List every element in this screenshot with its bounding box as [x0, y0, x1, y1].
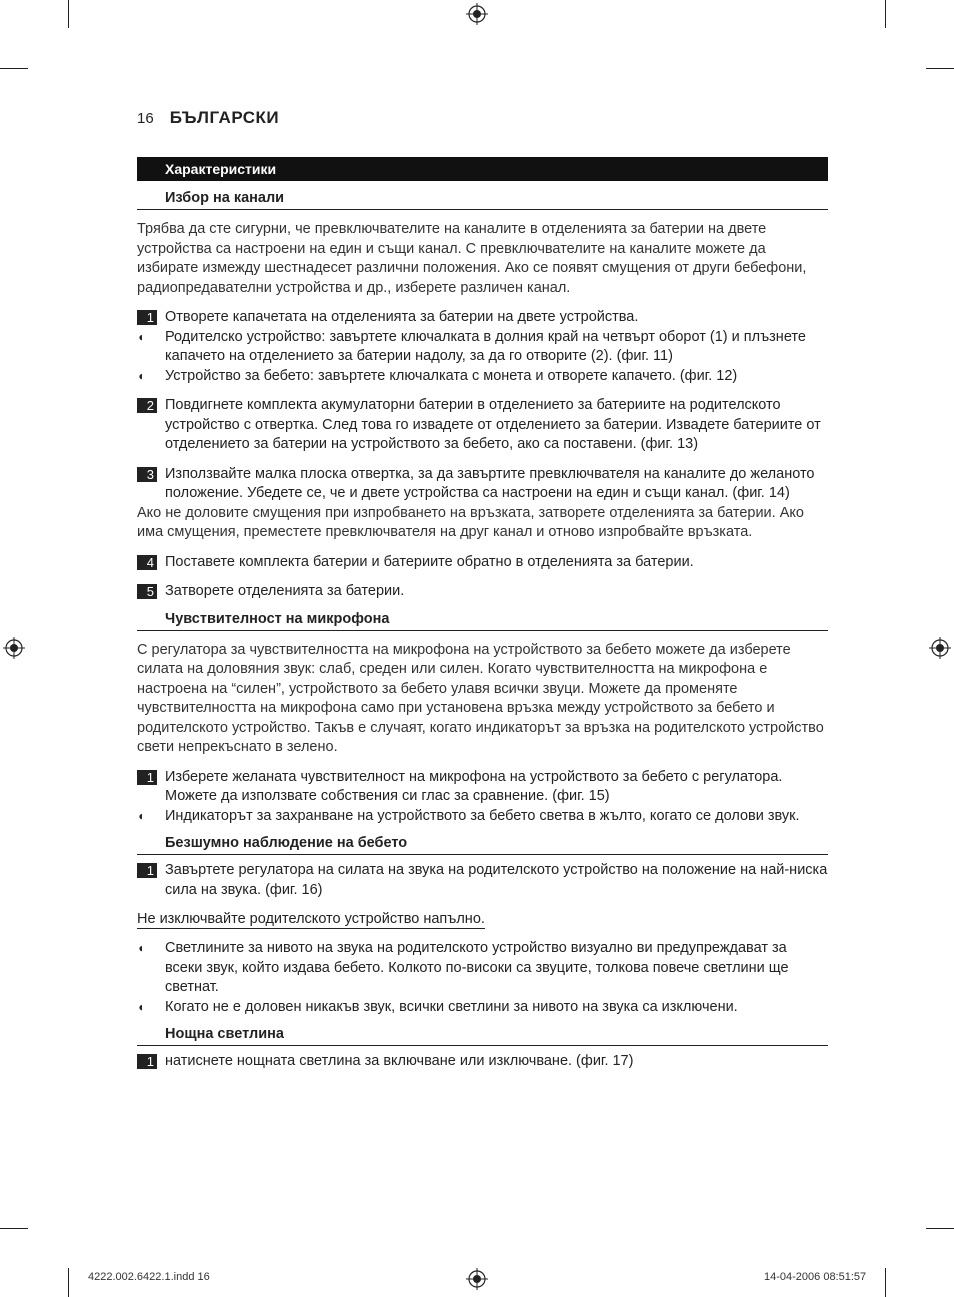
warning-text: Не изключвайте родителското устройство напълно. — [137, 911, 485, 927]
crop-mark — [68, 0, 69, 28]
subsection-title-mic: Чувствителност на микрофона — [137, 610, 828, 631]
step-item — [137, 582, 828, 602]
registration-mark-icon — [466, 1268, 488, 1290]
page-number: 16 — [137, 110, 154, 127]
step-item — [137, 861, 828, 900]
triangle-bullet-icon: ◖ — [137, 941, 145, 955]
step-text: Използвайте малка плоска отвертка, за да завъртите превключвателя на каналите до желаното положение. Убедете се, че и двете устройства са настроени на един и същи канал. (фиг. 14) — [165, 465, 815, 501]
footer-file: 4222.002.6422.1.indd 16 — [88, 1271, 210, 1283]
registration-mark-icon — [466, 3, 488, 25]
triangle-bullet-icon: ◖ — [137, 329, 145, 344]
paragraph: С регулатора за чувствителността на микрофона на устройството за бебето можете да изберете силата на доловяния звук: слаб, среден или силен. Когато чувствителността на микрофона е настроена на “силен”, устройството за бебето улавя всички звуци. Можете да променяте чувствителността на микрофона само при установена връзка между устройството за бебето и родителското устройство. Такъв е случаят, когато индикаторът за връзка на родителското устройство свети непрекъснато в зелено. — [137, 641, 824, 755]
triangle-bullet-icon: ◖ — [137, 999, 145, 1014]
crop-mark — [926, 68, 954, 69]
bullet-item — [137, 328, 828, 367]
step-item — [137, 768, 828, 807]
bullet-item — [137, 939, 828, 998]
step-number: 1 — [137, 863, 157, 878]
registration-mark-icon — [929, 637, 951, 659]
bullet-item — [137, 807, 828, 827]
bullet-text: Когато не е доловен никакъв звук, всички светлини за нивото на звука са изключени. — [165, 998, 738, 1015]
bullet-text: Индикаторът за захранване на устройството за бебето светва в жълто, когато се долови звук. — [165, 807, 800, 824]
subsection-title-channels: Избор на канали — [137, 189, 828, 210]
section-title: Характеристики — [137, 157, 828, 181]
footer-date: 14-04-2006 08:51:57 — [764, 1271, 867, 1283]
step-item — [137, 553, 828, 573]
subsection-title-night: Нощна светлина — [137, 1025, 828, 1046]
bullet-item — [137, 367, 828, 387]
crop-mark — [885, 1268, 886, 1297]
language-title: БЪЛГАРСКИ — [169, 108, 280, 127]
subsection-title-silent: Безшумно наблюдение на бебето — [137, 834, 828, 855]
crop-mark — [0, 68, 28, 69]
step-text: Поставете комплекта батерии и батериите обратно в отделенията за батерии. — [165, 553, 694, 570]
crop-mark — [0, 1228, 28, 1229]
bullet-item — [137, 998, 828, 1018]
page-content — [137, 157, 828, 1072]
triangle-bullet-icon: ◖ — [137, 368, 145, 383]
step-item — [137, 396, 828, 455]
crop-mark — [885, 0, 886, 28]
registration-mark-icon — [3, 637, 25, 659]
bullet-text: Светлините за нивото на звука на родителското устройство визуално ви предупреждават за всеки звук, който издава бебето. Колкото по-високи са звуците, толкова повече светлини ще светнат. — [165, 940, 789, 995]
step-number: 4 — [137, 555, 157, 570]
paragraph: Трябва да сте сигурни, че превключвателите на каналите в отделенията за батерии на двете устройства са настроени на един и същи канал. С превключвателите на каналите можете да избирате измежду шестнадесет различни положения. Ако се появят смущения от други бебефони, радиопредавателни устройства и др., изберете различен канал. — [137, 221, 807, 296]
bullet-text: Родителско устройство: завъртете ключалката в долния край на четвърт оборот (1) и плъзнете капачето на отделението за батерии надолу, за да го отворите (2). (фиг. 11) — [165, 328, 806, 364]
step-number: 3 — [137, 467, 157, 482]
step-number: 2 — [137, 398, 157, 413]
crop-mark — [68, 1268, 69, 1297]
step-number: 1 — [137, 310, 157, 325]
step-number: 5 — [137, 584, 157, 599]
note-paragraph: Ако не доловите смущения при изпробването на връзката, затворете отделенията за батерии. Ако има смущения, преместете превключвателя на друг канал и отново изпробвайте връзката. — [137, 504, 804, 540]
step-number: 1 — [137, 1054, 157, 1069]
step-text: Изберете желаната чувствителност на микрофона на устройството за бебето с регулатора. Можете да използвате собствения си глас за сравнение. (фиг. 15) — [165, 768, 783, 804]
crop-mark — [926, 1228, 954, 1229]
step-item — [137, 308, 828, 328]
page-header — [137, 108, 279, 128]
bullet-text: Устройство за бебето: завъртете ключалката с монета и отворете капачето. (фиг. 12) — [165, 367, 738, 384]
step-item — [137, 465, 828, 504]
step-number: 1 — [137, 770, 157, 785]
step-text: натиснете нощната светлина за включване или изключване. (фиг. 17) — [165, 1053, 634, 1069]
triangle-bullet-icon: ◖ — [137, 808, 145, 823]
step-text: Завъртете регулатора на силата на звука на родителското устройство на положение на най-ниска сила на звука. (фиг. 16) — [165, 862, 828, 898]
step-text: Отворете капачетата на отделенията за батерии на двете устройства. — [165, 309, 639, 325]
step-item — [137, 1052, 828, 1072]
step-text: Затворете отделенията за батерии. — [165, 583, 405, 599]
step-text: Повдигнете комплекта акумулаторни батерии в отделението за батериите на родителското устройство с отвертка. След това го извадете от отделението за батерии. Извадете батериите от отделението за батерии на устройството за бебето, ако са поставени. (фиг. 13) — [165, 397, 821, 452]
